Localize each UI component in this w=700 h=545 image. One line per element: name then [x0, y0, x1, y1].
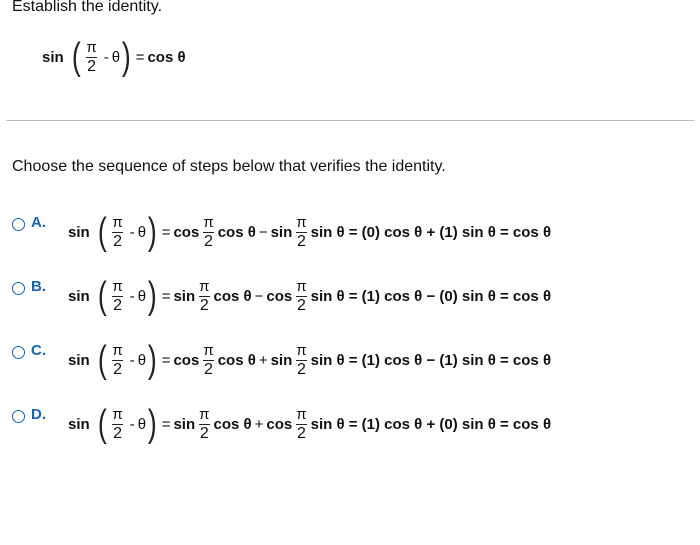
- right-paren: ): [121, 36, 131, 78]
- option-c-equation: sin ( $\frac{\pi}{2}$ - θ ) = cos $\frac{\pi}{2}$ cos θ + sin $\frac{\pi}{2}$ sin θ = (1) cos θ − (1) sin θ = cos θ: [68, 339, 552, 381]
- identity-paren-group: [70, 38, 133, 76]
- left-paren: (: [71, 36, 81, 78]
- fraction-numerator: π: [86, 38, 97, 56]
- prompt-text: Establish the identity.: [12, 0, 163, 15]
- instruction-text: Choose the sequence of steps below that verifies the identity.: [12, 158, 446, 175]
- identity-fraction: [85, 40, 97, 75]
- answer-option-c[interactable]: [12, 340, 46, 359]
- option-letter-a[interactable]: A.: [31, 214, 46, 231]
- radio-button-c[interactable]: [12, 346, 25, 359]
- identity-sin: sin: [42, 48, 64, 66]
- fraction-denominator: 2: [87, 57, 96, 75]
- answer-option-b[interactable]: [12, 276, 46, 295]
- radio-button-d[interactable]: [12, 410, 25, 423]
- identity-rhs: cos θ: [147, 48, 186, 66]
- theta: θ: [111, 48, 121, 66]
- equals-sign: =: [135, 48, 145, 66]
- divider: [6, 120, 694, 121]
- option-letter-c[interactable]: C.: [31, 342, 46, 359]
- radio-button-a[interactable]: [12, 218, 25, 231]
- radio-button-b[interactable]: [12, 282, 25, 295]
- sin-fn: sin: [68, 223, 90, 241]
- option-a-equation: sin ( $\frac{\pi}{2}$ - θ ) = cos $\frac{\pi}{2}$ cos θ − sin $\frac{\pi}{2}$ sin θ = (0) cos θ + (1) sin θ = cos θ: [68, 211, 552, 253]
- answer-option-a[interactable]: [12, 212, 46, 231]
- identity-equation: [42, 38, 186, 76]
- option-letter-b[interactable]: B.: [31, 278, 46, 295]
- minus-sign: -: [103, 48, 109, 66]
- option-d-equation: sin ( $\frac{\pi}{2}$ - θ ) = sin $\frac{\pi}{2}$ cos θ + cos $\frac{\pi}{2}$ sin θ = (1) cos θ + (0) sin θ = cos θ: [68, 403, 552, 445]
- option-b-equation: sin ( $\frac{\pi}{2}$ - θ ) = sin $\frac{\pi}{2}$ cos θ − cos $\frac{\pi}{2}$ sin θ = (1) cos θ − (0) sin θ = cos θ: [68, 275, 552, 317]
- answer-option-d[interactable]: [12, 404, 46, 423]
- option-letter-d[interactable]: D.: [31, 406, 46, 423]
